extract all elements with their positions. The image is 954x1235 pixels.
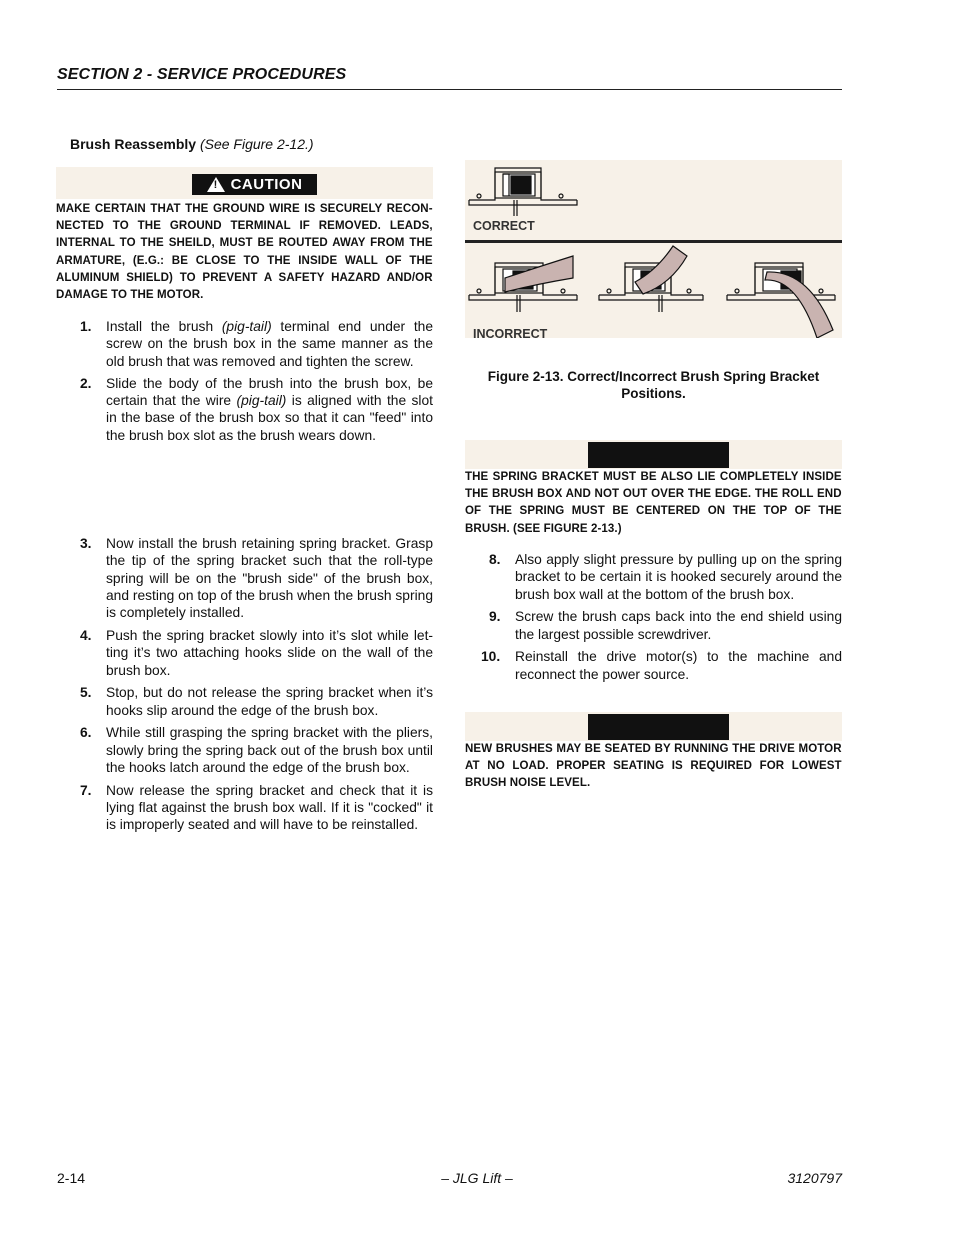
subheading-reference: (See Figure 2-12.) — [199, 136, 314, 152]
correct-brush-box-diagram — [469, 168, 577, 216]
step-number: 10. — [481, 649, 501, 665]
page-number: 2-14 — [57, 1170, 86, 1186]
section-title: SECTION 2 - SERVICE PROCEDURES — [57, 66, 347, 83]
step-number: 3. — [80, 536, 92, 551]
list-item — [56, 782, 433, 834]
document-number-text: 3120797 — [787, 1170, 842, 1186]
page-header — [57, 66, 842, 90]
step-text: Screw the brush caps back into the end shield using the largest possible screwdriver. — [515, 609, 842, 642]
step-text-pre: Install the brush — [106, 319, 222, 334]
list-item — [56, 627, 433, 679]
step-number: 4. — [80, 627, 92, 643]
steps-list-c — [465, 551, 842, 683]
incorrect-label: INCORRECT — [473, 327, 548, 341]
step-text-pre: Slide the body of the brush into the brush box, be certain that the wire — [106, 375, 433, 409]
step-text-em: (pig-tail) — [221, 319, 272, 334]
list-item — [465, 551, 842, 603]
list-item — [56, 684, 433, 719]
list-item — [56, 535, 433, 621]
step-text: Reinstall the drive motor(s) to the machine and reconnect the power source. — [515, 649, 842, 682]
step-number: 1. — [80, 319, 92, 334]
notice-text-1: THE SPRING BRACKET MUST BE ALSO LIE COMPLETELY INSIDE THE BRUSH BOX AND NOT OUT OVER THE EDGE. THE ROLL END OF THE SPRING MUST BE CENTERED ON THE TOP OF THE BRUSH. (SEE FIGURE 2-13.) — [465, 469, 842, 535]
step-text: Now install the brush retaining spring bracket. Grasp the tip of the spring bracket such that the roll-type spring will be on the "brush side" of the brush box, and resting on top of the brush when the brush spring is completely installed. — [106, 536, 433, 621]
caution-text: MAKE CERTAIN THAT THE GROUND WIRE IS SECURELY RECON-NECTED TO THE GROUND TERMINAL IF REMOVED. LEADS, INTERNAL TO THE SHEILD, MUST BE ROUTED AWAY FROM THE ARMATURE, (E.G.: BE CLOSE TO THE INSIDE WALL OF THE ALUMINUM SHIELD) TO PREVENT A SAFETY HAZARD AND/OR DAMAGE TO THE MOTOR. — [56, 201, 433, 302]
step-number: 7. — [80, 782, 92, 798]
step-text: Push the spring bracket slowly into it’s slot while let-ting it’s two attaching hooks slide on the wall of the brush box. — [106, 627, 433, 678]
step-number: 5. — [80, 685, 92, 701]
notice-badge-2 — [588, 714, 729, 740]
step-text-post: terminal end under the screw on the brush box in the same manner as the old brush that was removed and tighten the screw. — [106, 319, 434, 369]
list-item — [56, 318, 433, 370]
subheading — [70, 136, 314, 152]
step-text: Now release the spring bracket and check that it is lying flat against the brush box wall. If it is "cocked" it is improperly seated and will have to be reinstalled. — [106, 782, 433, 833]
figure-caption-line1: Figure 2-13. Correct/Incorrect Brush Spring Bracket — [487, 369, 820, 384]
footer-brand: – JLG Lift – — [441, 1170, 513, 1186]
step-text: While still grasping the spring bracket with the pliers, slowly bring the spring back out of the brush box until the hooks latch around the edge of the brush box. — [106, 725, 433, 776]
figure-caption — [465, 368, 842, 402]
subheading-title: Brush Reassembly — [70, 136, 197, 152]
caution-label: CAUTION — [230, 176, 303, 193]
warning-triangle-icon — [207, 177, 225, 192]
step-text-post: is aligned with the slot in the base of the brush box so that it can "feed" into the brush box slot as the brush wears down. — [106, 393, 434, 443]
brush-spring-illustration — [465, 160, 842, 338]
correct-label: CORRECT — [473, 219, 535, 233]
incorrect-brush-box-diagram-2 — [599, 246, 703, 312]
list-item — [465, 648, 842, 683]
list-item — [56, 724, 433, 776]
steps-list-b — [56, 535, 433, 834]
step-number: 8. — [489, 552, 501, 567]
notice-text-2: NEW BRUSHES MAY BE SEATED BY RUNNING THE DRIVE MOTOR AT NO LOAD. PROPER SEATING IS REQUIRED FOR LOWEST BRUSH NOISE LEVEL. — [465, 741, 842, 790]
incorrect-brush-box-diagram-1 — [469, 256, 577, 312]
step-number: 6. — [80, 725, 92, 741]
step-text: Also apply slight pressure by pulling up on the spring bracket to be certain it is hooked securely around the brush box wall at the bottom of the brush box. — [515, 552, 842, 602]
step-text: Stop, but do not release the spring bracket when it’s hooks slip around the edge of the brush box. — [106, 685, 433, 718]
step-number: 9. — [489, 609, 501, 625]
list-item — [465, 608, 842, 643]
step-text-em: (pig-tail) — [236, 393, 287, 409]
caution-badge — [192, 174, 317, 195]
step-number: 2. — [80, 375, 92, 391]
list-item — [56, 375, 433, 444]
incorrect-brush-box-diagram-3 — [727, 263, 835, 338]
document-number — [787, 1170, 842, 1186]
figure-caption-line2: Positions. — [621, 386, 686, 401]
steps-list-a — [56, 318, 433, 444]
notice-badge-1 — [588, 442, 729, 468]
